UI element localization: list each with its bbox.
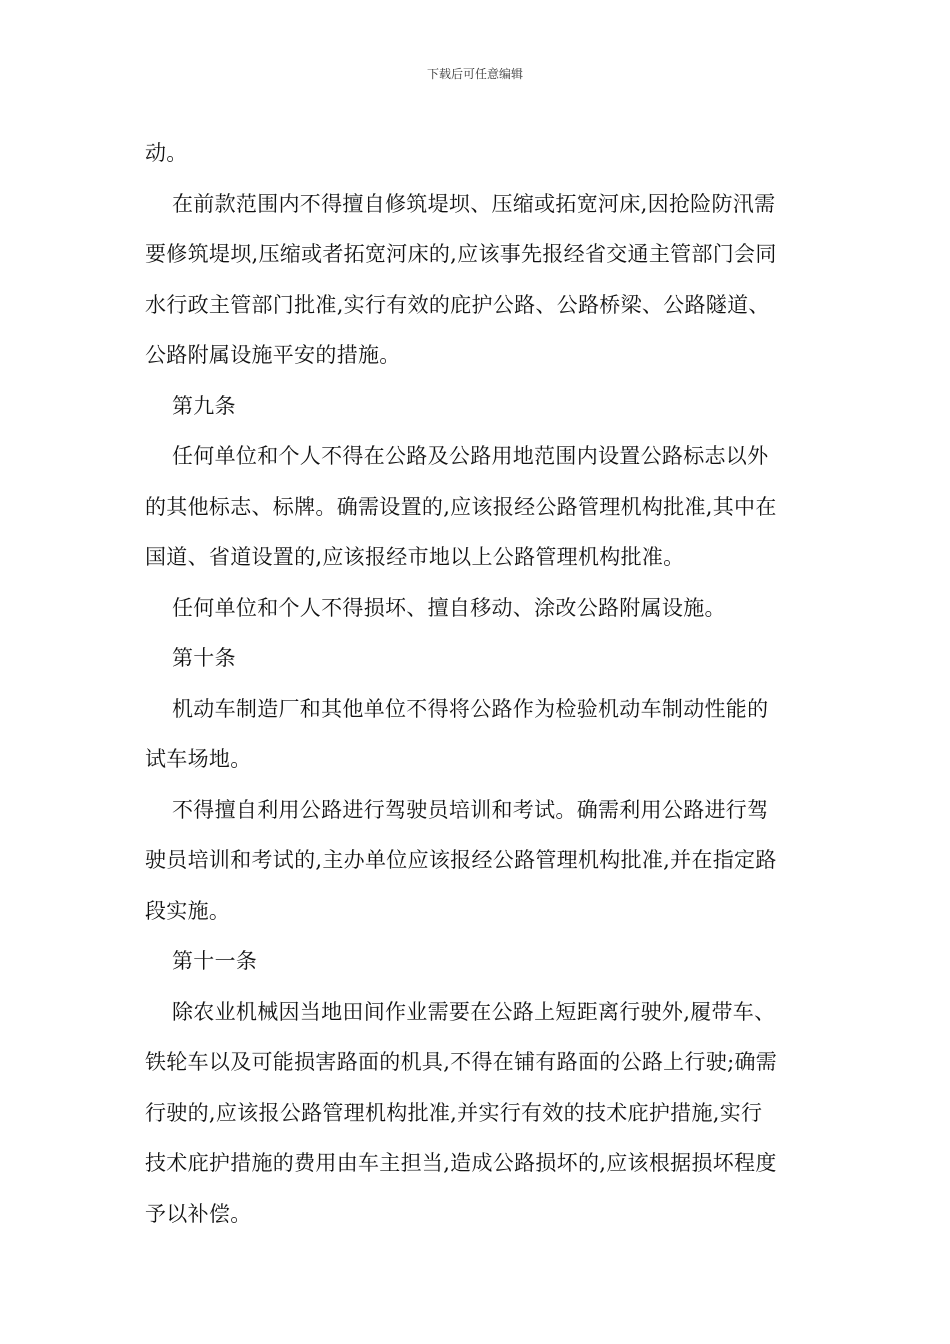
paragraph-start-line: 不得擅自利用公路进行驾驶员培训和考试。确需利用公路进行驾 [172,797,769,822]
text-line: 的其他标志、标牌。确需设置的,应该报经公路管理机构批准,其中在 [145,494,777,519]
paragraph-start-line: 任何单位和个人不得损坏、擅自移动、涂改公路附属设施。 [172,595,726,620]
text-line: 动。 [145,141,188,165]
text-line: 予以补偿。 [145,1201,252,1226]
text-line: 行驶的,应该报公路管理机构批准,并实行有效的技术庇护措施,实行 [145,1100,763,1125]
text-line: 水行政主管部门批准,实行有效的庇护公路、公路桥梁、公路隧道、 [145,292,770,317]
paragraph-start-line: 任何单位和个人不得在公路及公路用地范围内设置公路标志以外 [172,444,769,468]
text-line: 技术庇护措施的费用由车主担当,造成公路损坏的,应该根据损坏程度 [145,1151,777,1175]
paragraph-start-line: 机动车制造厂和其他单位不得将公路作为检验机动车制动性能的 [172,696,769,721]
article-heading: 第十条 [172,646,236,670]
text-line: 公路附属设施平安的措施。 [145,343,401,367]
text-line: 要修筑堤坝,压缩或者拓宽河床的,应该事先报经省交通主管部门会同 [145,242,777,266]
article-heading: 第九条 [172,393,236,418]
paragraph-start-line: 在前款范围内不得擅自修筑堤坝、压缩或拓宽河床,因抢险防汛需 [172,191,776,216]
text-line: 段实施。 [145,898,231,923]
text-line: 国道、省道设置的,应该报经市地以上公路管理机构批准。 [145,545,685,569]
document-body [145,128,825,1239]
text-line: 铁轮车以及可能损害路面的机具,不得在铺有路面的公路上行驶;确需 [145,1050,778,1074]
paragraph-start-line: 除农业机械因当地田间作业需要在公路上短距离行驶外,履带车、 [172,999,776,1024]
text-line: 试车场地。 [145,747,252,771]
page-header: 下载后可任意编辑 [426,67,523,81]
text-line: 驶员培训和考试的,主办单位应该报经公路管理机构批准,并在指定路 [145,848,777,872]
article-heading: 第十一条 [172,949,258,973]
